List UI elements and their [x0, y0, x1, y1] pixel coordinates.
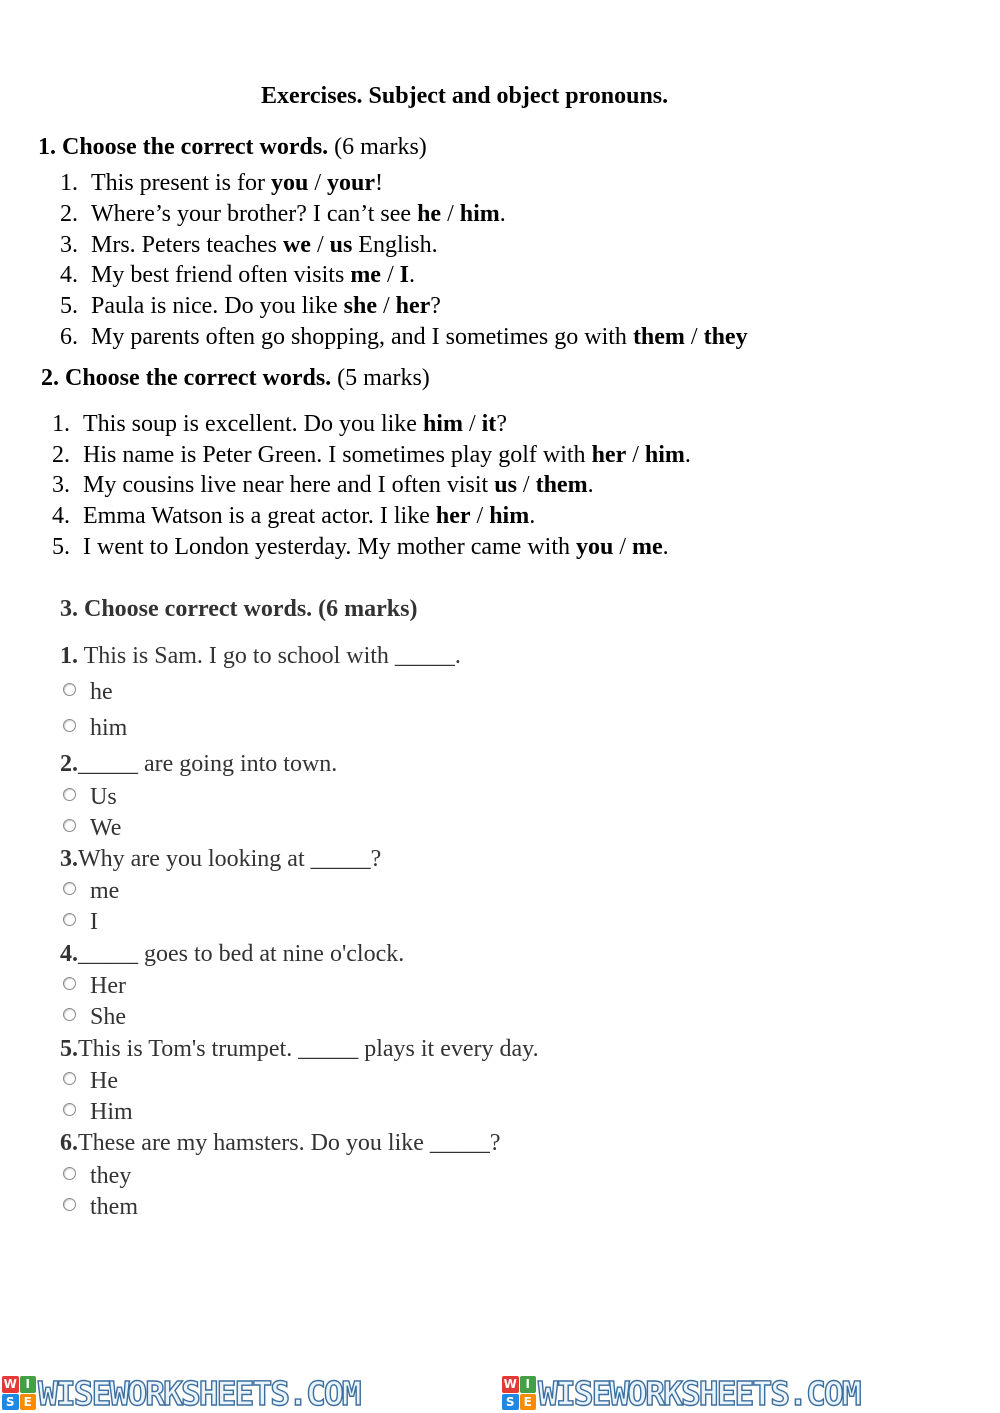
question-text: Why are you looking at _____?	[78, 846, 382, 872]
item-text: Where’s your brother? I can’t see	[91, 201, 418, 227]
logo-letter: S	[2, 1394, 19, 1411]
list-item	[60, 262, 415, 289]
choice-separator: /	[613, 534, 633, 560]
watermark-logo-icon	[2, 1376, 36, 1410]
question-number: 5.	[60, 1036, 78, 1062]
list-item	[52, 442, 691, 469]
list-item	[52, 534, 669, 561]
section-1-heading-label: 1. Choose the correct words.	[38, 134, 329, 160]
item-text: My parents often go shopping, and I sometimes go with	[91, 324, 633, 350]
section-1-heading	[38, 134, 427, 161]
option-label[interactable]: Him	[90, 1099, 133, 1125]
choice-separator: /	[516, 472, 536, 498]
list-item	[60, 324, 748, 351]
item-ending: .	[684, 442, 691, 468]
option-label[interactable]: him	[90, 715, 128, 741]
item-number: 2.	[60, 201, 78, 227]
choice-a: he	[417, 201, 442, 227]
question-1	[60, 643, 461, 670]
section-1-marks: (6 marks)	[328, 134, 427, 160]
question-text: _____ goes to bed at nine o'clock.	[78, 941, 405, 967]
choice-b: him	[489, 503, 530, 529]
choice-a: she	[343, 293, 377, 319]
choice-a: us	[494, 472, 517, 498]
choice-separator: /	[684, 324, 704, 350]
radio-button[interactable]	[63, 788, 76, 801]
item-number: 5.	[52, 534, 70, 560]
list-item	[52, 411, 507, 438]
logo-letter: W	[503, 1377, 517, 1391]
option-label[interactable]: I	[90, 909, 98, 935]
choice-b: us	[329, 232, 353, 258]
choice-b: me	[632, 534, 663, 560]
list-item	[52, 503, 535, 530]
logo-letter: I	[20, 1376, 37, 1393]
item-text: My best friend often visits	[91, 262, 351, 288]
choice-separator: /	[462, 411, 482, 437]
question-6	[60, 1130, 501, 1157]
choice-a: her	[435, 503, 471, 529]
choice-b: them	[535, 472, 588, 498]
item-ending: English.	[352, 232, 438, 258]
choice-separator: /	[470, 503, 490, 529]
choice-separator: /	[376, 293, 396, 319]
item-number: 5.	[60, 293, 78, 319]
choice-b: I	[399, 262, 409, 288]
item-text: His name is Peter Green. I sometimes play golf with	[83, 442, 592, 468]
item-ending: ?	[430, 293, 441, 319]
item-ending: .	[499, 201, 506, 227]
section-2-heading-label: 2. Choose the correct words.	[41, 365, 332, 391]
option-label[interactable]: She	[90, 1004, 126, 1030]
logo-letter: E	[520, 1394, 537, 1411]
item-text: This present is for	[91, 170, 271, 196]
item-ending: !	[375, 170, 383, 196]
radio-button[interactable]	[63, 719, 76, 732]
choice-separator: /	[626, 442, 645, 468]
question-text: This is Sam. I go to school with _____.	[78, 643, 461, 669]
radio-button[interactable]	[63, 1103, 76, 1116]
list-item	[60, 293, 441, 320]
question-number: 3.	[60, 846, 78, 872]
question-text: These are my hamsters. Do you like _____?	[78, 1130, 501, 1156]
watermark-text: WISEWORKSHEETS.COM	[538, 1373, 860, 1413]
item-number: 1.	[60, 170, 78, 196]
watermark-logo-icon	[502, 1376, 536, 1410]
option-label[interactable]: Her	[90, 973, 126, 999]
question-number: 4.	[60, 941, 78, 967]
section-2-marks: (5 marks)	[331, 365, 430, 391]
option-label[interactable]: We	[90, 815, 122, 841]
choice-a: you	[270, 170, 309, 196]
radio-button[interactable]	[63, 882, 76, 895]
list-item	[52, 472, 594, 499]
choice-b: him	[644, 442, 685, 468]
watermark-right	[502, 1374, 860, 1412]
watermark-left	[2, 1374, 360, 1412]
question-number: 2.	[60, 751, 78, 777]
radio-button[interactable]	[63, 977, 76, 990]
option-label[interactable]: me	[90, 878, 120, 904]
item-number: 2.	[52, 442, 70, 468]
choice-b: it	[481, 411, 497, 437]
item-number: 4.	[52, 503, 70, 529]
choice-separator: /	[441, 201, 460, 227]
footer-watermark	[0, 1372, 1000, 1413]
logo-letter: I	[520, 1376, 537, 1393]
item-text: Paula is nice. Do you like	[91, 293, 344, 319]
item-number: 3.	[60, 232, 78, 258]
section-3-heading: 3. Choose correct words. (6 marks)	[60, 596, 418, 622]
choice-separator: /	[310, 232, 330, 258]
option-label[interactable]: them	[90, 1194, 138, 1220]
watermark-text: WISEWORKSHEETS.COM	[38, 1373, 360, 1413]
item-ending: .	[662, 534, 669, 560]
choice-separator: /	[380, 262, 400, 288]
question-number: 6.	[60, 1130, 78, 1156]
list-item	[60, 232, 438, 259]
item-ending: ?	[496, 411, 507, 437]
radio-button[interactable]	[63, 819, 76, 832]
question-5	[60, 1036, 539, 1063]
logo-letter: S	[502, 1394, 519, 1411]
choice-a: her	[591, 442, 627, 468]
choice-separator: /	[308, 170, 327, 196]
list-item	[60, 201, 506, 228]
item-ending: .	[408, 262, 415, 288]
question-number: 1.	[60, 643, 78, 669]
section-2-heading	[41, 365, 430, 392]
option-label[interactable]: they	[90, 1163, 132, 1189]
radio-button[interactable]	[63, 1072, 76, 1085]
radio-button[interactable]	[63, 1198, 76, 1211]
item-text: This soup is excellent. Do you like	[83, 411, 423, 437]
radio-button[interactable]	[63, 1167, 76, 1180]
item-text: My cousins live near here and I often visit	[83, 472, 495, 498]
question-text: _____ are going into town.	[78, 751, 338, 777]
question-text: This is Tom's trumpet. _____ plays it every day.	[78, 1036, 539, 1062]
choice-a: me	[350, 262, 381, 288]
choice-b: your	[327, 170, 375, 196]
question-4	[60, 941, 404, 968]
option-label[interactable]: Us	[90, 784, 117, 810]
item-ending: .	[587, 472, 594, 498]
logo-letter: E	[20, 1394, 37, 1411]
choice-b: her	[395, 293, 431, 319]
item-ending: .	[529, 503, 536, 529]
question-2	[60, 751, 337, 778]
choice-a: you	[575, 534, 614, 560]
item-text: I went to London yesterday. My mother came with	[83, 534, 576, 560]
item-text: Mrs. Peters teaches	[91, 232, 283, 258]
item-number: 4.	[60, 262, 78, 288]
choice-a: him	[422, 411, 463, 437]
option-label[interactable]: He	[90, 1068, 118, 1094]
list-item	[60, 170, 383, 197]
item-number: 1.	[52, 411, 70, 437]
item-number: 6.	[60, 324, 78, 350]
option-label[interactable]: he	[90, 679, 113, 705]
choice-b: they	[703, 324, 748, 350]
choice-a: we	[282, 232, 311, 258]
choice-a: them	[632, 324, 685, 350]
item-number: 3.	[52, 472, 70, 498]
radio-button[interactable]	[63, 683, 76, 696]
question-3	[60, 846, 381, 873]
logo-letter: W	[3, 1377, 17, 1391]
radio-button[interactable]	[63, 913, 76, 926]
page-title: Exercises. Subject and object pronouns.	[261, 83, 669, 109]
choice-b: him	[459, 201, 500, 227]
radio-button[interactable]	[63, 1008, 76, 1021]
item-text: Emma Watson is a great actor. I like	[83, 503, 436, 529]
